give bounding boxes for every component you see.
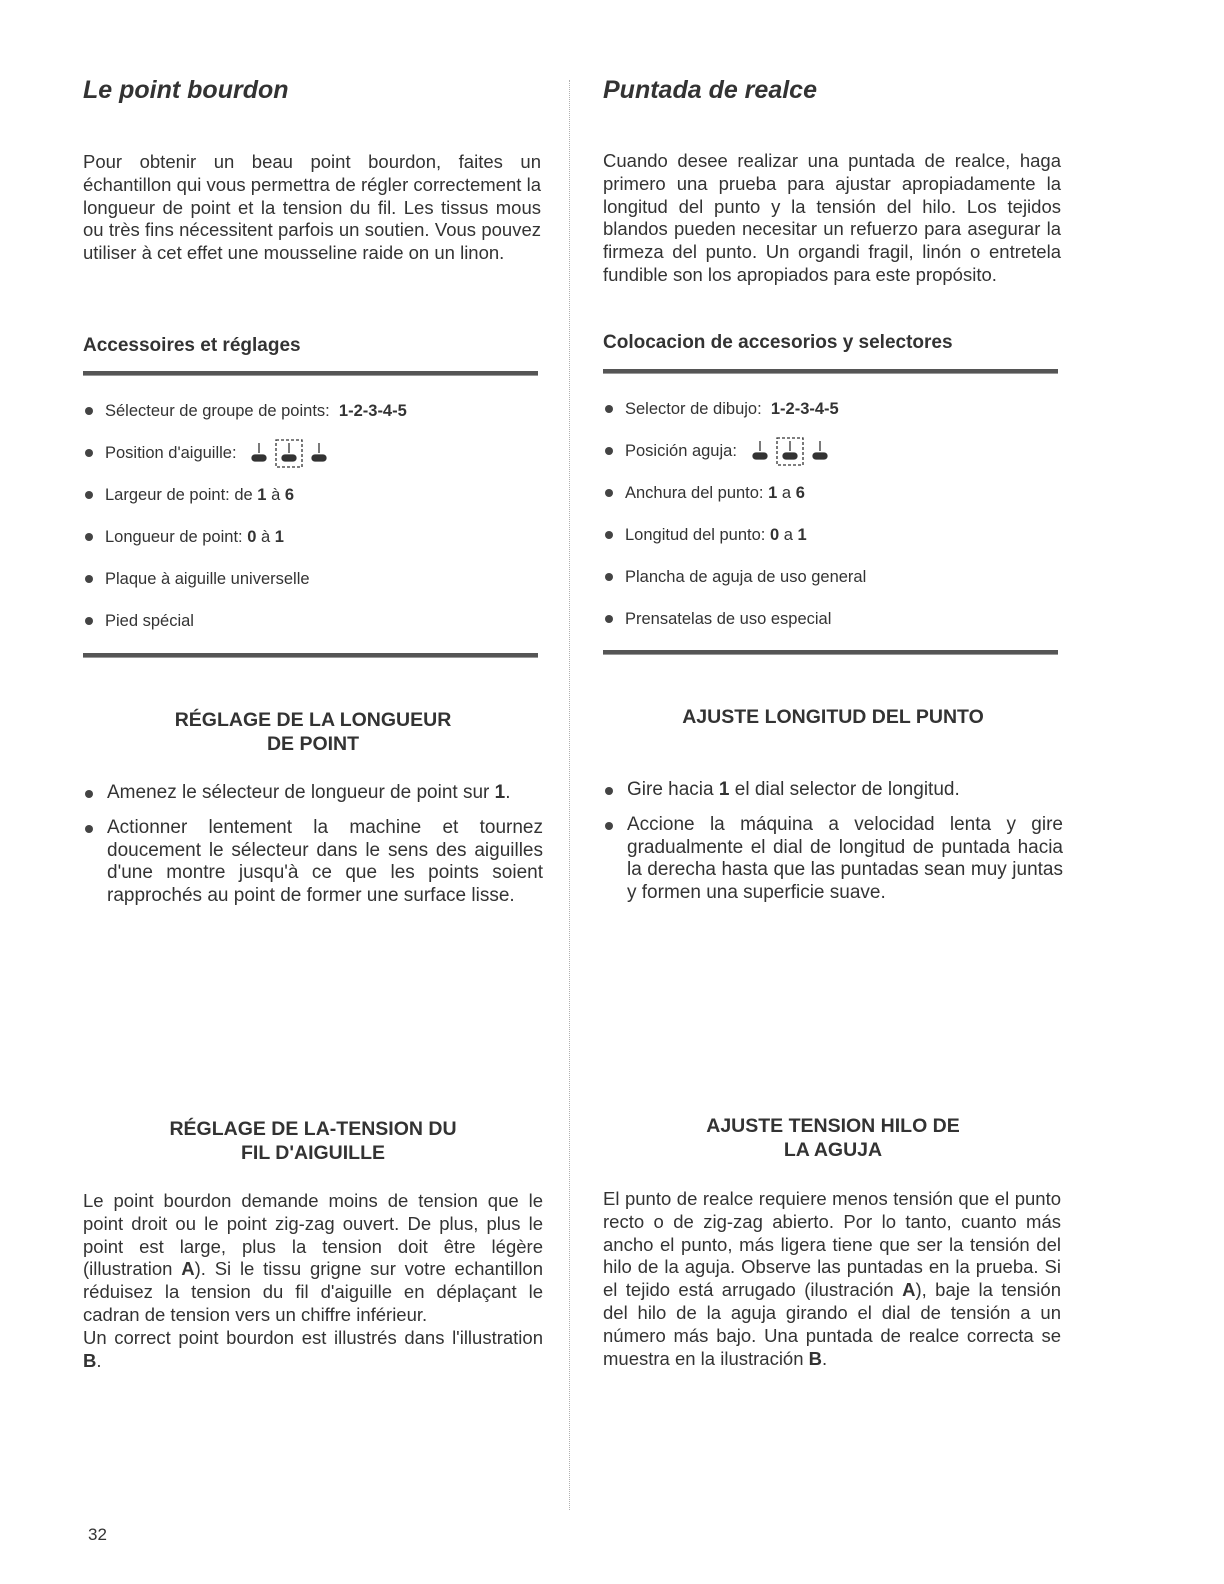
heading-line: FIL D'AIGUILLE [240,1142,386,1164]
heading-line: RÉGLAGE DE LA LONGUEUR [174,709,452,731]
list-item [603,598,1063,640]
bullet-icon [605,531,613,539]
heading-line: DE POINT [266,733,360,755]
spec-label: Prensatelas de uso especial [625,610,832,628]
illustration-ref: B [83,1349,97,1371]
french-intro: Pour obtenir un beau point bourdon, faites un échantillon qui vous permettra de régler correctement la longueur de point et la tension du fil. Les tissus mous ou très fins nécessitent parfois un soutien. Vous pouvez utiliser à cet effet une mousseline raide on un linon. [83,151,541,264]
spec-connector: a [783,526,793,544]
paragraph-text: . [96,1349,102,1371]
list-item [83,474,543,516]
list-item [83,817,543,908]
bullet-icon [605,787,613,795]
spec-label: Selector de dibujo: [625,400,762,418]
spec-value: 6 [284,486,295,504]
step-value: 1 [494,782,506,803]
spec-label: Longueur de point: [105,528,243,546]
paragraph-text: ). Si le tissu grigne sur votre echantillon réduisez la tension du fil d'aiguille en déplaçant le cadran de tension vers un chiffre inférieur. [83,1258,544,1325]
spec-label: Longitud del punto: [625,526,766,544]
needle-position-icon [249,437,339,471]
paragraph-text: El punto de realce requiere menos tensión que el punto recto o de zig-zag abierto. Por lo tanto, cuanto más ancho el punto, más ligera tiene que ser la tensión del hilo de la aguja. Observe las puntadas en la prueba. Si el tejido está arrugado (ilustración [603,1188,1061,1301]
spec-value: 1 [274,528,284,546]
spanish-intro: Cuando desee realizar una puntada de realce, haga primero una prueba para ajustar apropiadamente la longitud del punto y la tensión del hilo. Los tejidos blandos pueden necesitar un refuerzo para asegurar la firmeza del punto. Un organdi fragil, linón o entretela fundible son los apropiados para este propósito. [603,150,1061,285]
step-text: . [505,782,511,803]
french-tension-text [83,1190,543,1372]
step-value: 1 [718,779,730,800]
illustration-ref: B [808,1347,823,1369]
bullet-icon [85,407,93,415]
bullet-icon [605,615,613,623]
list-item [603,556,1063,598]
paragraph-text: ), baje la tensión del hilo de la aguja girando el dial de tensión a un número más bajo. Una puntada de realce correcta se muestra en la ilustración [603,1279,1061,1369]
spec-label: Plancha de aguja de uso general [625,568,867,586]
illustration-ref: A [181,1258,195,1280]
spec-label: Sélecteur de groupe de points: [105,402,330,420]
bullet-icon [605,447,613,455]
list-item [83,390,543,432]
bullet-icon [85,617,93,625]
heading-line: LA AGUJA [783,1139,883,1161]
spec-connector: à [261,528,271,546]
bullet-icon [605,573,613,581]
spanish-tension-heading [603,1114,1063,1162]
french-bottom-rule [83,653,538,658]
spanish-bottom-rule [603,650,1058,655]
spanish-spec-list [603,388,1063,640]
spec-connector: à [271,486,281,504]
list-item [83,558,543,600]
illustration-ref: A [902,1279,916,1301]
step-text: el dial selector de longitud. [734,779,960,800]
spec-value: 1-2-3-4-5 [770,400,839,418]
bullet-icon [85,825,93,833]
list-item [83,782,543,805]
spec-value: 1-2-3-4-5 [338,402,407,420]
spec-value: 0 [769,526,780,544]
step-text: Accione la máquina a velocidad lenta y gire gradualmente el dial de longitud de puntada hacia la derecha hasta que las puntadas sean muy juntas y formen una superficie suave. [627,813,1063,904]
spec-value: 0 [247,528,257,546]
step-text: Actionner lentement la machine et tournez doucement le sélecteur dans le sens des aiguilles d'une montre jusqu'à ce que les points soient rapprochés au point de former une surface lisse. [107,816,543,907]
spec-label: Plaque à aiguille universelle [105,570,310,588]
list-item [83,432,543,474]
spec-label: Anchura del punto: [625,484,764,502]
bullet-icon [605,822,613,830]
bullet-icon [85,533,93,541]
spanish-accessories-heading: Colocacion de accesorios y selectores [603,332,953,353]
heading-line: AJUSTE TENSION HILO DE [706,1115,960,1137]
bullet-icon [85,790,93,798]
list-item [603,472,1063,514]
french-title: Le point bourdon [83,76,289,104]
bullet-icon [85,491,93,499]
spec-value: 1 [768,484,778,502]
bullet-icon [85,575,93,583]
spec-label: Position d'aiguille: [105,444,237,462]
bullet-icon [85,449,93,457]
list-item [603,430,1063,472]
spanish-title: Puntada de realce [603,76,817,104]
french-length-steps [83,782,543,920]
needle-position-icon [750,435,840,469]
list-item [603,514,1063,556]
french-top-rule [83,371,538,376]
spec-label: Pied spécial [105,612,194,630]
spec-connector: a [781,484,792,502]
column-divider [569,80,570,1510]
list-item [603,388,1063,430]
spec-value: 1 [257,486,267,504]
spec-value: 1 [797,526,807,544]
page-number: 32 [88,1525,107,1544]
spanish-tension-text [603,1188,1061,1370]
spec-label: Posición aguja: [625,442,737,460]
french-accessories-heading: Accessoires et réglages [83,335,301,356]
spanish-length-steps [603,779,1063,917]
bullet-icon [605,405,613,413]
french-spec-list [83,390,543,642]
list-item [83,516,543,558]
spec-label: Largeur de point: de [105,486,253,504]
paragraph-text: Un correct point bourdon est illustrés dans l'illustration [83,1326,543,1348]
paragraph-text: . [822,1347,828,1369]
list-item [83,600,543,642]
step-text: Gire hacia [627,779,714,800]
french-tension-heading [83,1117,543,1165]
spanish-length-heading: AJUSTE LONGITUD DEL PUNTO [682,706,984,728]
french-length-heading [83,708,543,756]
step-text: Amenez le sélecteur de longueur de point sur [107,782,490,803]
paragraph-text: Le point bourdon demande moins de tension que le point droit ou le point zig-zag ouvert. De plus, plus le point est large, plus la tension doit être légère (illustration [83,1190,543,1280]
bullet-icon [605,489,613,497]
spanish-top-rule [603,369,1058,374]
list-item [603,779,1063,802]
spec-value: 6 [795,484,805,502]
heading-line: RÉGLAGE DE LA-TENSION DU [169,1118,457,1140]
list-item [603,814,1063,905]
